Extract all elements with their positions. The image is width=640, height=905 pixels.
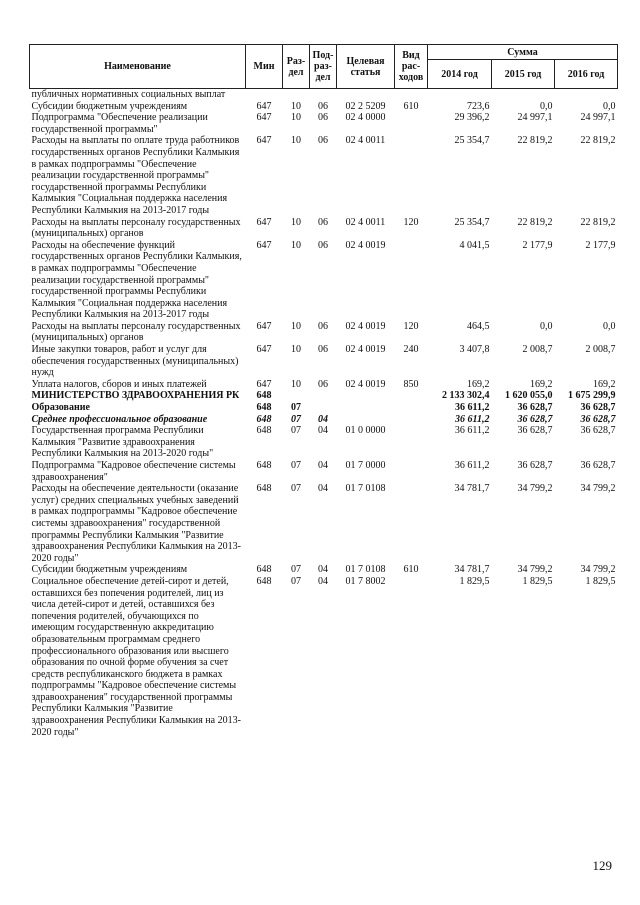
row-podrazdel: 04 <box>318 460 328 471</box>
row-tsel: 01 7 0108 <box>345 483 386 495</box>
row-sum-2015: 2 008,7 <box>522 344 553 356</box>
row-podrazdel: 04 <box>318 483 328 495</box>
row-sum-2016: 36 628,7 <box>580 413 616 425</box>
row-min: 648 <box>256 425 272 437</box>
row-podrazdel: 04 <box>318 564 328 576</box>
row-sum-2014: 169,2 <box>467 378 490 390</box>
row-sum-2015: 34 799,2 <box>517 564 553 576</box>
row-name: Расходы на выплаты по оплате труда работников государственных органов Республики Калмыкия в рамках подпрограммы "Обеспечение реализации государственной программы" государственной программы Республики Калмыкия "Социальная поддержка населения Республики Калмыкия на 2013-2017 годы <box>31 135 240 216</box>
row-min: 647 <box>256 239 272 251</box>
row-sum-2014: 34 781,7 <box>454 564 490 576</box>
row-vid <box>395 89 428 101</box>
row-sum-2014: 36 611,2 <box>455 413 490 425</box>
row-name: Субсидии бюджетным учреждениям <box>31 100 188 112</box>
header-podrazdel: Под- раз- дел <box>310 45 337 89</box>
row-vid: 850 <box>403 378 419 390</box>
row-min: 647 <box>256 135 272 147</box>
row-podrazdel: 04 <box>318 575 328 587</box>
row-sum-2016: 0,0 <box>603 320 616 332</box>
page-number: 129 <box>592 858 612 873</box>
row-sum-2015: 1 829,5 <box>522 575 553 587</box>
header-tsel: Целевая статья <box>337 45 395 89</box>
row-sum-2014: 36 611,2 <box>455 402 490 414</box>
table-row <box>30 135 618 216</box>
row-vid: 120 <box>403 320 419 332</box>
row-podrazdel <box>310 402 337 414</box>
row-podrazdel: 06 <box>318 239 328 251</box>
table-row <box>30 112 618 135</box>
row-name: Государственная программа Республики Калмыкия "Развитие здравоохранения Республики Калмыкия на 2013-2020 годы" <box>31 425 214 460</box>
row-sum-2015: 2 177,9 <box>522 239 553 251</box>
row-tsel: 01 7 0000 <box>345 460 386 471</box>
row-sum-2014: 25 354,7 <box>454 216 490 228</box>
row-name: Подпрограмма "Кадровое обеспечение системы здравоохранения" <box>31 460 236 483</box>
row-min: 648 <box>256 483 272 495</box>
row-sum-2015: 36 628,7 <box>517 460 553 471</box>
row-tsel: 02 4 0019 <box>345 320 386 332</box>
row-razdel: 10 <box>291 216 301 228</box>
table-row <box>30 425 618 460</box>
row-sum-2014: 36 611,2 <box>454 460 490 471</box>
row-vid <box>395 483 428 564</box>
row-vid <box>395 112 428 135</box>
row-sum-2015: 36 628,7 <box>517 402 553 414</box>
header-year-2016: 2016 год <box>555 60 618 89</box>
row-sum-2015: 22 819,2 <box>517 216 553 228</box>
row-sum-2016: 22 819,2 <box>580 135 616 147</box>
row-tsel: 01 0 0000 <box>345 425 386 437</box>
row-sum-2014: 4 041,5 <box>459 239 490 251</box>
table-row <box>30 564 618 576</box>
row-sum-2016 <box>555 89 618 101</box>
row-sum-2015: 24 997,1 <box>517 112 553 124</box>
row-tsel <box>337 414 395 426</box>
row-sum-2016: 22 819,2 <box>580 216 616 228</box>
row-podrazdel <box>310 390 337 402</box>
row-podrazdel: 06 <box>318 216 328 228</box>
row-razdel <box>283 89 310 101</box>
row-name: Субсидии бюджетным учреждениям <box>31 564 188 576</box>
row-podrazdel <box>310 89 337 101</box>
row-vid <box>395 576 428 738</box>
row-vid <box>395 390 428 402</box>
row-sum-2015: 36 628,7 <box>517 413 553 425</box>
row-vid <box>395 402 428 414</box>
row-min: 647 <box>256 320 272 332</box>
row-razdel: 07 <box>291 425 301 437</box>
row-tsel: 02 4 0011 <box>345 216 386 228</box>
row-name: Уплата налогов, сборов и иных платежей <box>31 378 207 390</box>
row-sum-2016: 0,0 <box>603 100 616 112</box>
row-sum-2014: 34 781,7 <box>454 483 490 495</box>
row-vid <box>395 460 428 483</box>
row-sum-2014 <box>428 89 492 101</box>
row-razdel: 10 <box>291 239 301 251</box>
table-row <box>30 321 618 344</box>
row-name: публичных нормативных социальных выплат <box>31 89 226 100</box>
row-min: 648 <box>256 575 272 587</box>
header-summa: Сумма <box>428 45 618 60</box>
row-razdel: 10 <box>291 344 301 356</box>
row-tsel: 01 7 0108 <box>345 564 386 576</box>
row-razdel: 07 <box>291 483 301 495</box>
row-name: Расходы на обеспечение функций государственных органов Республики Калмыкия, в рамках подпрограммы "Обеспечение реализации государственной программы" государственной программы Республики Калмыкия "Социальная поддержка населения Республики Калмыкия на 2013-2017 годы <box>31 239 242 321</box>
table-row <box>30 390 618 402</box>
header-year-2014: 2014 год <box>428 60 492 89</box>
row-sum-2015: 169,2 <box>530 378 553 390</box>
row-razdel <box>283 390 310 402</box>
row-sum-2014: 2 133 302,4 <box>442 390 490 402</box>
row-min: 647 <box>256 216 272 228</box>
table-row <box>30 402 618 414</box>
row-tsel: 02 4 0019 <box>345 239 386 251</box>
row-vid <box>395 414 428 426</box>
row-razdel: 10 <box>291 112 301 124</box>
row-name: Иные закупки товаров, работ и услуг для обеспечения государственных (муниципальных) нужд <box>31 344 239 379</box>
row-razdel: 07 <box>291 460 301 471</box>
row-min: 648 <box>256 402 272 414</box>
row-sum-2015: 34 799,2 <box>517 483 553 495</box>
row-sum-2015: 36 628,7 <box>517 425 553 437</box>
row-sum-2014: 3 407,8 <box>459 344 490 356</box>
row-sum-2014: 464,5 <box>467 320 490 332</box>
row-tsel: 02 4 0019 <box>345 378 386 390</box>
table-row <box>30 240 618 321</box>
row-razdel: 07 <box>291 413 301 425</box>
row-sum-2015: 0,0 <box>540 100 553 112</box>
row-name: Среднее профессиональное образование <box>31 413 208 425</box>
row-tsel: 02 2 5209 <box>345 100 386 112</box>
header-min: Мин <box>246 45 283 89</box>
row-razdel: 10 <box>291 320 301 332</box>
row-sum-2014: 723,6 <box>467 100 490 112</box>
row-podrazdel: 04 <box>318 413 328 425</box>
row-name: Образование <box>31 402 90 414</box>
row-tsel <box>337 89 395 101</box>
row-name: Расходы на обеспечение деятельности (оказание услуг) средних специальных учебных заведений в рамках подпрограммы "Кадровое обеспечение системы здравоохранения" государственной программы Республики Калмыкия "Развитие здравоохранения Республики Калмыкия на 2013-2020 годы" <box>31 483 241 564</box>
row-min: 648 <box>256 460 272 471</box>
row-razdel: 07 <box>291 575 301 587</box>
row-sum-2015: 22 819,2 <box>517 135 553 147</box>
row-sum-2016: 36 628,7 <box>580 425 616 437</box>
row-sum-2016: 169,2 <box>593 378 616 390</box>
table-row <box>30 483 618 564</box>
row-tsel: 02 4 0000 <box>345 112 386 124</box>
row-sum-2016: 2 008,7 <box>585 344 616 356</box>
row-tsel <box>337 402 395 414</box>
row-sum-2014: 25 354,7 <box>454 135 490 147</box>
row-vid: 610 <box>403 564 419 576</box>
row-sum-2016: 24 997,1 <box>580 112 616 124</box>
row-name: Подпрограмма "Обеспечение реализации государственной программы" <box>31 112 208 135</box>
row-min: 647 <box>256 378 272 390</box>
row-tsel: 01 7 8002 <box>345 575 386 587</box>
row-sum-2014: 29 396,2 <box>454 112 490 124</box>
row-sum-2016: 36 628,7 <box>580 460 616 471</box>
header-year-2015: 2015 год <box>492 60 555 89</box>
row-sum-2015: 1 620 055,0 <box>505 390 553 402</box>
row-sum-2016: 36 628,7 <box>580 402 616 414</box>
table-row <box>30 379 618 391</box>
row-vid <box>395 240 428 321</box>
table-row <box>30 576 618 738</box>
row-sum-2014: 1 829,5 <box>459 575 490 587</box>
row-podrazdel: 06 <box>318 378 328 390</box>
row-vid <box>395 135 428 216</box>
row-name: Социальное обеспечение детей-сирот и детей, оставшихся без попечения родителей, лиц из числа детей-сирот и детей, оставшихся без попечения родителей, обучающихся по имеющим государственную аккредитацию образовательным программам среднего профессионального образования или высшего образования по очной форме обучения за счет средств республиканского бюджета в рамках подпрограммы "Кадровое обеспечение системы здравоохранения" государственной программы Республики Калмыкия "Развитие здравоохранения Республики Калмыкия на 2013-2020 годы" <box>31 575 241 738</box>
row-razdel: 07 <box>291 564 301 576</box>
row-min: 648 <box>256 564 272 576</box>
row-sum-2016: 1 829,5 <box>585 575 616 587</box>
table-row <box>30 89 618 101</box>
row-vid <box>395 425 428 460</box>
row-podrazdel: 06 <box>318 100 328 112</box>
row-sum-2016: 1 675 299,9 <box>568 390 616 402</box>
row-name: МИНИСТЕРСТВО ЗДРАВООХРАНЕНИЯ РК <box>31 390 240 402</box>
row-podrazdel: 04 <box>318 425 328 437</box>
row-razdel: 07 <box>291 402 301 414</box>
table-row <box>30 101 618 113</box>
row-sum-2016: 34 799,2 <box>580 564 616 576</box>
row-sum-2014: 36 611,2 <box>454 425 490 437</box>
row-min <box>246 89 283 101</box>
row-min: 647 <box>256 100 272 112</box>
row-tsel: 02 4 0011 <box>345 135 386 147</box>
row-sum-2015 <box>492 89 555 101</box>
row-podrazdel: 06 <box>318 344 328 356</box>
row-name: Расходы на выплаты персоналу государственных (муниципальных) органов <box>31 216 241 240</box>
row-min: 647 <box>256 112 272 124</box>
row-min: 647 <box>256 344 272 356</box>
row-sum-2016: 2 177,9 <box>585 239 616 251</box>
row-tsel: 02 4 0019 <box>345 344 386 356</box>
table-header <box>30 45 618 89</box>
row-tsel <box>337 390 395 402</box>
table-row <box>30 460 618 483</box>
row-min: 648 <box>256 413 272 425</box>
row-podrazdel: 06 <box>318 320 328 332</box>
row-name: Расходы на выплаты персоналу государственных (муниципальных) органов <box>31 320 241 344</box>
row-vid: 120 <box>403 216 419 228</box>
budget-table <box>29 44 618 738</box>
table-row <box>30 414 618 426</box>
row-sum-2016: 34 799,2 <box>580 483 616 495</box>
row-vid: 240 <box>403 344 419 356</box>
document-page <box>29 44 617 738</box>
header-razdel: Раз- дел <box>283 45 310 89</box>
header-vid: Вид рас- ходов <box>395 45 428 89</box>
row-podrazdel: 06 <box>318 112 328 124</box>
row-razdel: 10 <box>291 100 301 112</box>
row-vid: 610 <box>403 100 419 112</box>
row-razdel: 10 <box>291 378 301 390</box>
table-body <box>30 89 618 739</box>
table-row <box>30 217 618 240</box>
row-podrazdel: 06 <box>318 135 328 147</box>
table-row <box>30 344 618 379</box>
row-min: 648 <box>256 390 272 402</box>
row-razdel: 10 <box>291 135 301 147</box>
header-name: Наименование <box>30 45 246 89</box>
row-sum-2015: 0,0 <box>540 320 553 332</box>
